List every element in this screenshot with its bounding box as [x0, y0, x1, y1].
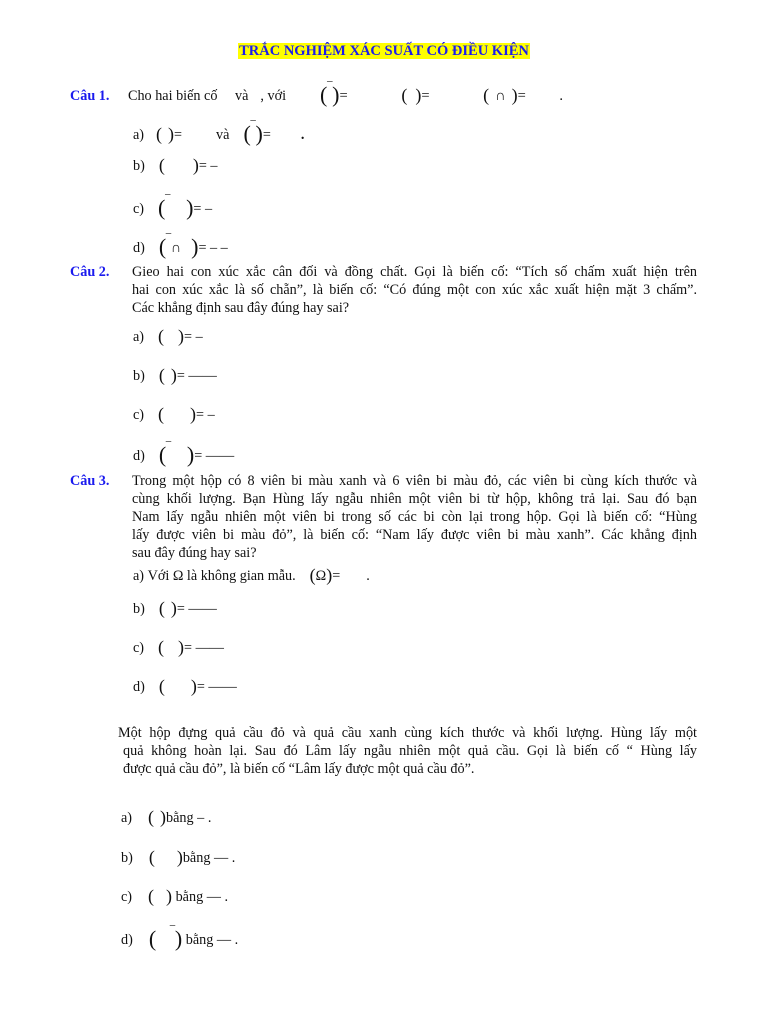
question-2-label: Câu 2.: [70, 264, 110, 280]
question-3-label: Câu 3.: [70, 473, 110, 489]
question-1-option-a: a) ( )= và (‾)= .: [133, 120, 305, 146]
question-4-option-c: c) ( ) bằng — .: [121, 886, 228, 906]
question-4-text: Một hộp đựng quả cầu đỏ và quả cầu xanh cùng kích thước và khối lượng. Hùng lấy một quả không hoàn lại. Sau đó Lâm lấy ngẫu nhiên một quả cầu. Gọi là biến cố “ Hùng lấy được quả cầu đỏ”, là biến cố “Lâm lấy được một quả cầu đỏ”.: [118, 725, 697, 777]
question-1-option-c: c) (‾ )= –: [133, 194, 213, 220]
question-1-text: Cho hai biến cố và , với: [128, 88, 287, 104]
question-1-option-d: d) (‾∩ )= – –: [133, 233, 228, 259]
question-1-option-b: b) ( )= –: [133, 155, 218, 175]
question-3-text: Trong một hộp có 8 viên bi màu xanh và 6 viên bi màu đỏ, các viên bi cùng kích thước và cùng khối lượng. Bạn Hùng lấy ngẫu nhiên một viên bi từ hộp, không trả lại. Sau đó bạn Nam lấy ngẫu nhiên một viên bi trong số các bi còn lại trong hộp. Gọi là biến cố: “Hùng lấy được viên bi màu đỏ”, là biến cố: “Nam lấy được viên bi màu xanh”. Các khẳng định sau đây đúng hay sai?: [132, 473, 697, 561]
question-2-option-c: c) ( )= –: [133, 404, 215, 424]
question-1-label: Câu 1.: [70, 88, 110, 104]
question-3-option-b: b) ( )= ——: [133, 598, 217, 618]
question-3-option-d: d) ( )= ——: [133, 676, 237, 696]
question-3-option-c: c) ( )= ——: [133, 637, 224, 657]
question-2-option-b: b) ( )= ——: [133, 365, 217, 385]
question-2-text: Gieo hai con xúc xắc cân đối và đồng chất. Gọi là biến cố: “Tích số chấm xuất hiện trên hai con xúc xắc là số chẵn”, là biến cố: “Có đúng một con xúc xắc xuất hiện mặt 3 chấm”. Các khẳng định sau đây đúng hay sai?: [132, 264, 697, 316]
question-4-option-d: d) ( ‾) bằng — .: [121, 925, 239, 951]
question-3-option-a: a) Với Ω là không gian mẫu. (Ω)= .: [133, 565, 370, 585]
question-1-formula: (‾)= ( )= ( ∩ )= .: [320, 81, 564, 107]
question-2-option-a: a) ( )= –: [133, 326, 203, 346]
question-2-option-d: d) (‾ )= ——: [133, 441, 235, 467]
page-title: TRẮC NGHIỆM XÁC SUẤT CÓ ĐIỀU KIỆN: [239, 43, 529, 59]
question-4-option-a: a) ( )bằng – .: [121, 807, 212, 827]
question-4-option-b: b) ( )bằng — .: [121, 847, 236, 867]
